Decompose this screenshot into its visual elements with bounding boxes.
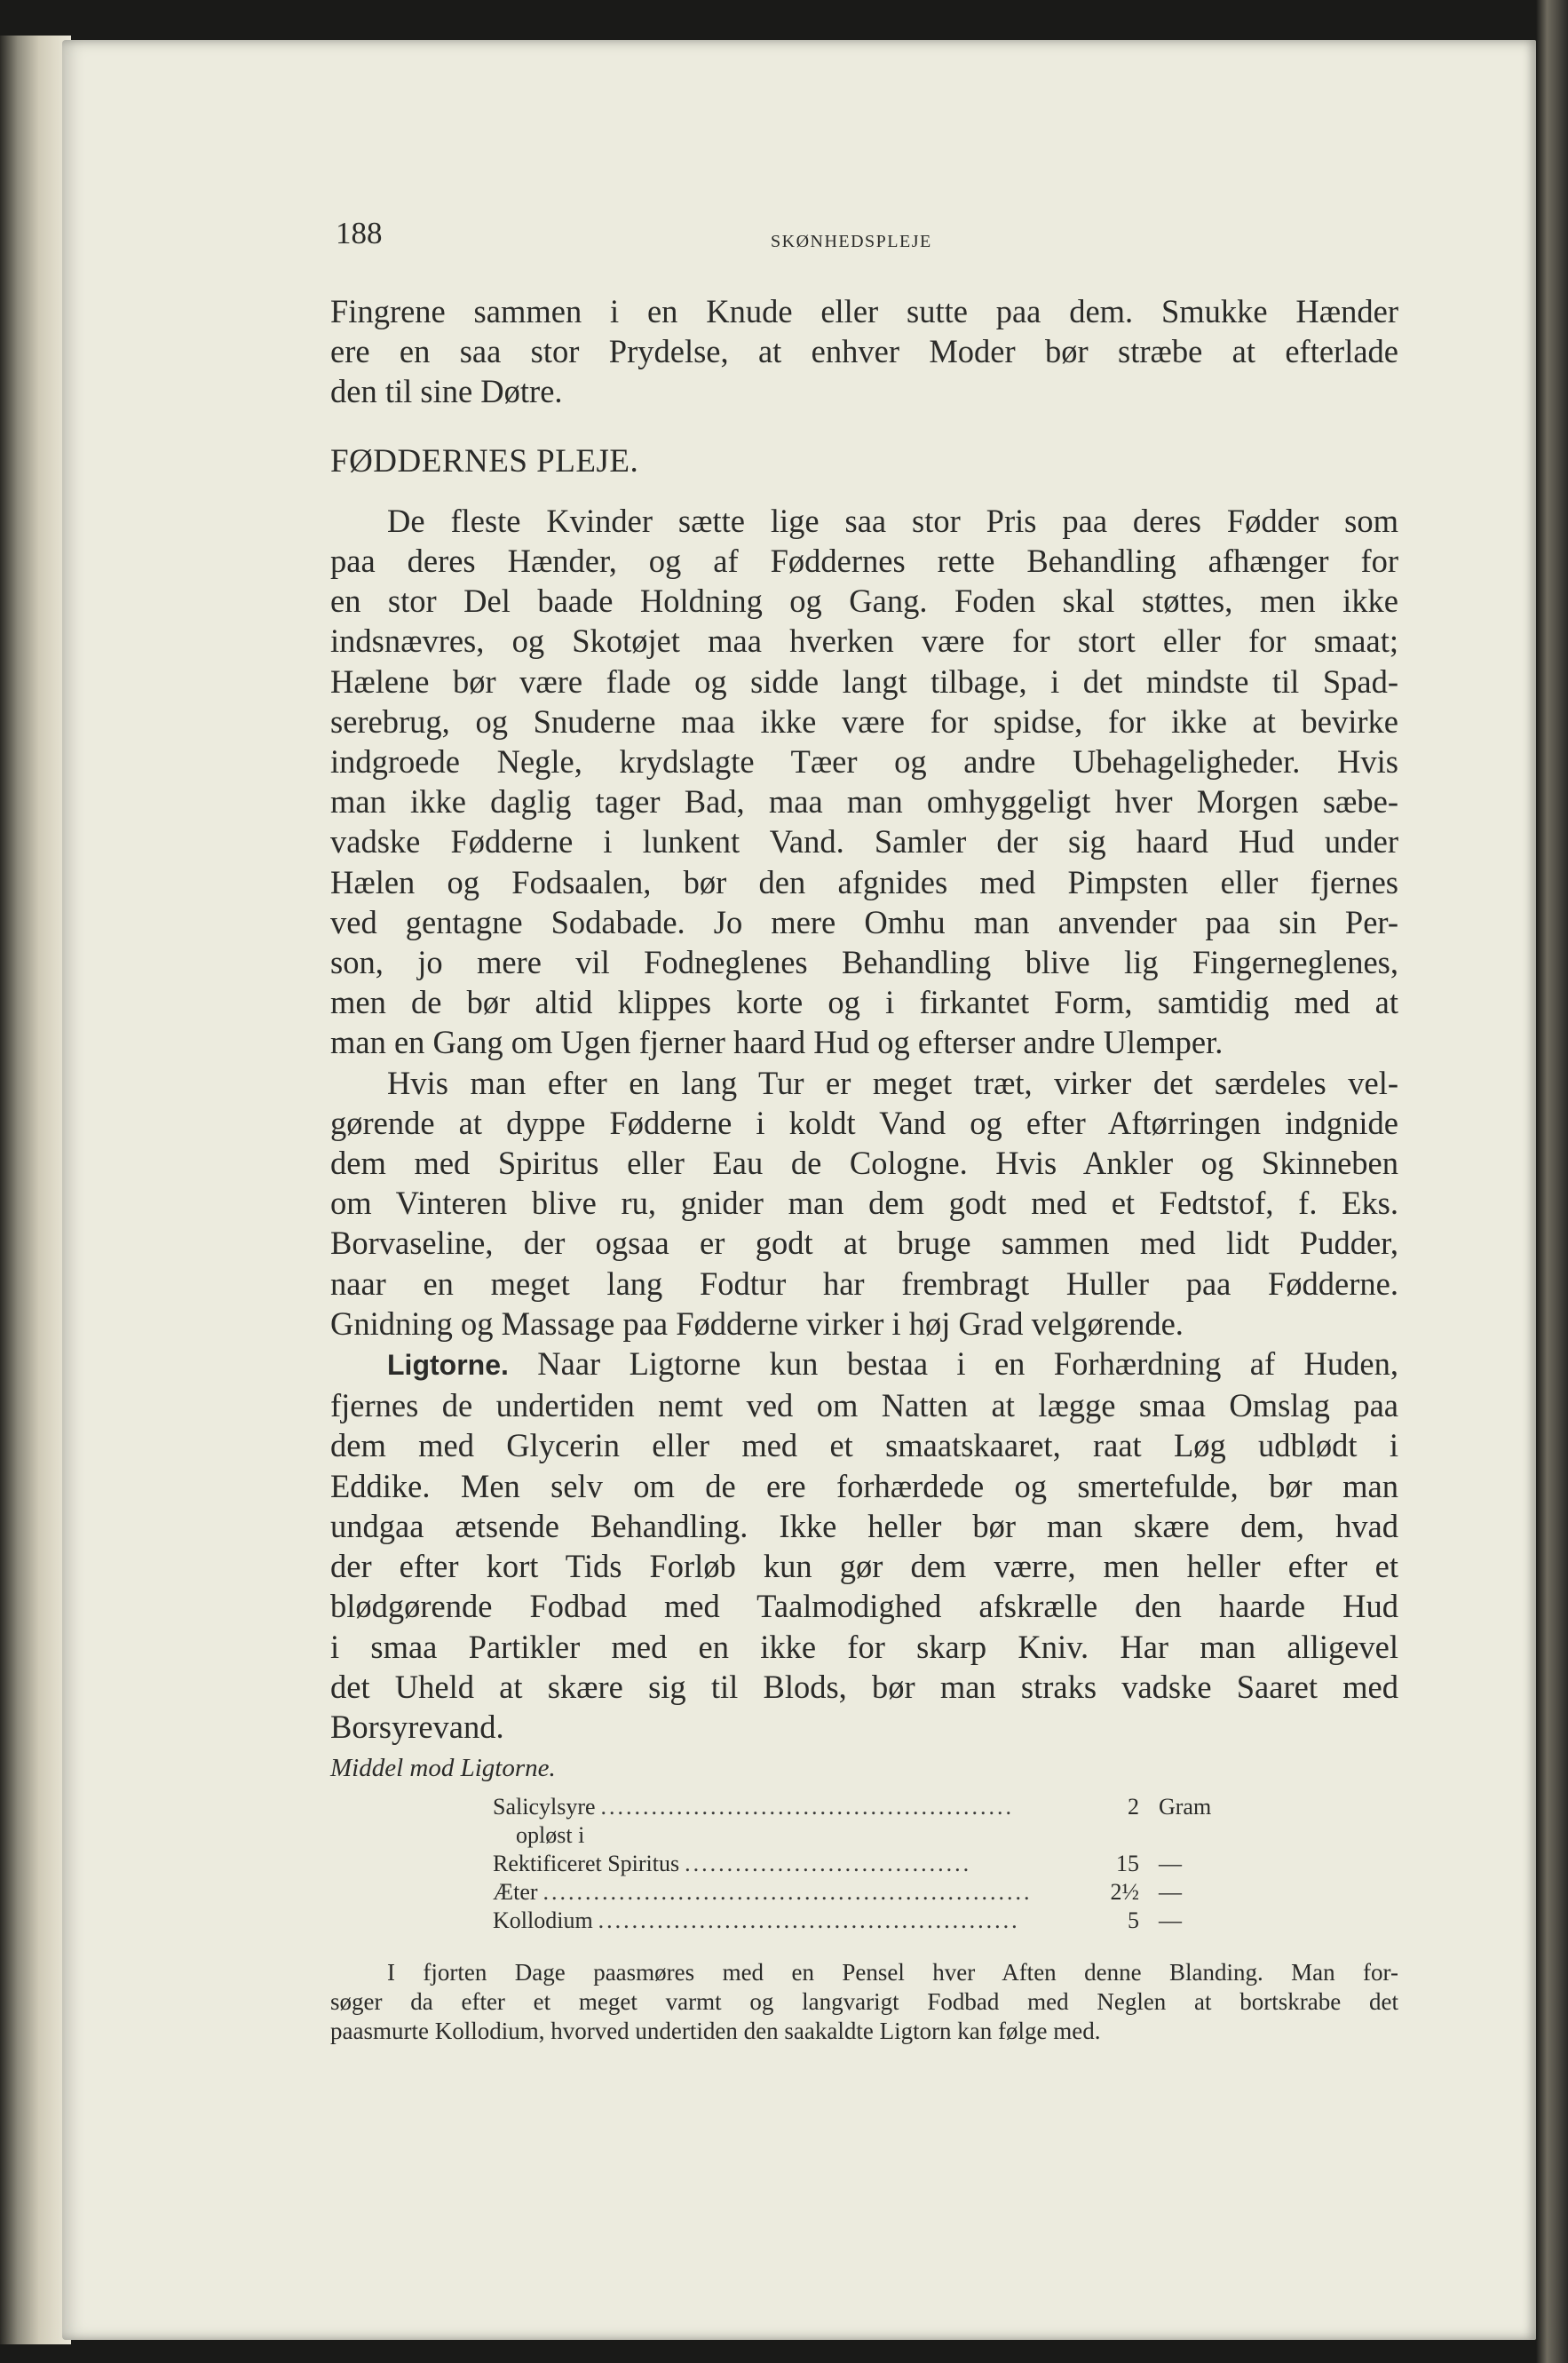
text-line: vadske Fødderne i lunkent Vand. Samler der sig haard Hud under — [330, 823, 1398, 860]
recipe-ingredient: Æter — [493, 1879, 538, 1906]
text-line: en stor Del baade Holdning og Gang. Foden skal støttes, men ikke — [330, 583, 1398, 620]
recipe-title: Middel mod Ligtorne. — [330, 1754, 556, 1783]
leader-dots: ................................................. — [600, 1794, 1015, 1820]
text-line: gørende at dyppe Fødderne i koldt Vand og efter Aftørringen indgnide — [330, 1104, 1398, 1141]
footnote — [330, 1958, 1398, 2046]
text-line: Gnidning og Massage paa Fødderne virker i høj Grad velgørende. — [330, 1304, 1184, 1342]
page-number: 188 — [336, 216, 383, 250]
text-line: Fingrene sammen i en Knude eller sutte paa dem. Smukke Hænder — [330, 293, 1398, 329]
recipe-unit: — — [1159, 1879, 1182, 1906]
recipe-note: opløst i — [516, 1822, 585, 1849]
text-line: Hælen og Fodsaalen, bør den afgnides med Pimpsten eller fjernes — [330, 863, 1398, 900]
text-line: Borvaseline, der ogsaa er godt at bruge sammen med lidt Pudder, — [330, 1225, 1398, 1262]
recipe-amount: 15 — [1116, 1851, 1139, 1877]
paragraph-corns — [330, 1344, 1398, 1747]
recipe-amount: 2½ — [1110, 1879, 1139, 1906]
recipe-unit: — — [1159, 1851, 1182, 1877]
paragraph-feet-care — [330, 501, 1398, 1063]
ligtorne-first-line: Naar Ligtorne kun bestaa i en Forhærdning af Huden, — [537, 1345, 1398, 1383]
leader-dots: .................................. — [685, 1851, 972, 1877]
text-line: ere en saa stor Prydelse, at enhver Moder bør stræbe at efterlade — [330, 333, 1398, 370]
text-line: ved gentagne Sodabade. Jo mere Omhu man anvender paa sin Per- — [330, 903, 1398, 940]
text-line: man en Gang om Ugen fjerner haard Hud og efterser andre Ulemper. — [330, 1024, 1224, 1061]
text-line: dem med Glycerin eller med et smaatskaaret, raat Løg udblødt i — [330, 1427, 1398, 1464]
text-line: Borsyrevand. — [330, 1708, 504, 1745]
recipe-ingredient: Salicylsyre — [493, 1794, 596, 1820]
text-line: indsnævres, og Skotøjet maa hverken være for stort eller for smaat; — [330, 622, 1398, 660]
text-line: man ikke daglig tager Bad, maa man omhyggeligt hver Morgen sæbe- — [330, 783, 1398, 821]
running-head: SKØNHEDSPLEJE — [771, 232, 932, 251]
opening-paragraph — [330, 291, 1398, 412]
text-line: De fleste Kvinder sætte lige saa stor Pris paa deres Fødder som — [387, 502, 1398, 539]
book-spine — [0, 36, 71, 2344]
section-title: FØDDERNES PLEJE. — [330, 442, 639, 480]
text-line: undgaa ætsende Behandling. Ikke heller bør man skære dem, hvad — [330, 1507, 1398, 1544]
text-line: Hælene bør være flade og sidde langt tilbage, i det mindste til Spad- — [330, 662, 1398, 700]
ligtorne-heading: Ligtorne. — [387, 1349, 509, 1382]
text-line: der efter kort Tids Forløb kun gør dem værre, men heller efter et — [330, 1548, 1398, 1585]
recipe-row — [493, 1793, 1239, 1821]
recipe-amount: 5 — [1128, 1907, 1139, 1934]
page-header — [336, 216, 1401, 260]
text-line: son, jo mere vil Fodneglenes Behandling blive lig Fingerneglenes, — [330, 944, 1398, 981]
text-line: om Vinteren blive ru, gnider man dem godt med et Fedtstof, f. Eks. — [330, 1185, 1398, 1222]
recipe-ingredient: Kollodium — [493, 1907, 593, 1934]
text-line: det Uheld at skære sig til Blods, bør man straks vadske Saaret med — [330, 1668, 1398, 1705]
recipe-unit: — — [1159, 1907, 1182, 1934]
text-line: dem med Spiritus eller Eau de Cologne. Hvis Ankler og Skinneben — [330, 1145, 1398, 1182]
text-line: søger da efter et meget varmt og langvarigt Fodbad med Neglen at bortskrabe det — [330, 1988, 1398, 2016]
page-edge — [1536, 0, 1568, 2363]
text-line: Hvis man efter en lang Tur er meget træt, virker det særdeles vel- — [387, 1064, 1398, 1101]
text-line: I fjorten Dage paasmøres med en Pensel hver Aften denne Blanding. Man for- — [387, 1959, 1398, 1986]
recipe-row — [493, 1850, 1239, 1878]
recipe-row — [493, 1821, 1239, 1850]
text-line: indgroede Negle, krydslagte Tæer og andre Ubehageligheder. Hvis — [330, 743, 1398, 781]
text-line: serebrug, og Snuderne maa ikke være for spidse, for ikke at bevirke — [330, 702, 1398, 740]
recipe-ingredient: Rektificeret Spiritus — [493, 1851, 680, 1877]
text-line: paasmurte Kollodium, hvorved undertiden den saakaldte Ligtorn kan følge med. — [330, 2018, 1101, 2045]
text-line: naar en meget lang Fodtur har frembragt Huller paa Fødderne. — [330, 1265, 1398, 1302]
recipe-unit: Gram — [1159, 1794, 1212, 1820]
text-line: den til sine Døtre. — [330, 373, 563, 410]
text-line: fjernes de undertiden nemt ved om Natten at lægge smaa Omslag paa — [330, 1387, 1398, 1424]
paragraph-tired-feet — [330, 1063, 1398, 1344]
page-body — [330, 291, 1398, 2046]
leader-dots: .................................................. — [598, 1907, 1020, 1934]
leader-dots: .......................................................... — [542, 1879, 1033, 1906]
text-line: i smaa Partikler med en ikke for skarp Kniv. Har man alligevel — [330, 1628, 1398, 1665]
recipe-row — [493, 1878, 1239, 1907]
recipe-amount: 2 — [1128, 1794, 1139, 1820]
text-line: blødgørende Fodbad med Taalmodighed afskrælle den haarde Hud — [330, 1588, 1398, 1625]
text-line — [330, 1344, 1398, 1385]
recipe-list — [493, 1793, 1239, 1935]
text-line: men de bør altid klippes korte og i firkantet Form, samtidig med at — [330, 984, 1398, 1021]
text-line: Eddike. Men selv om de ere forhærdede og smertefulde, bør man — [330, 1467, 1398, 1504]
recipe-row — [493, 1907, 1239, 1935]
text-line: paa deres Hænder, og af Føddernes rette Behandling afhænger for — [330, 543, 1398, 580]
